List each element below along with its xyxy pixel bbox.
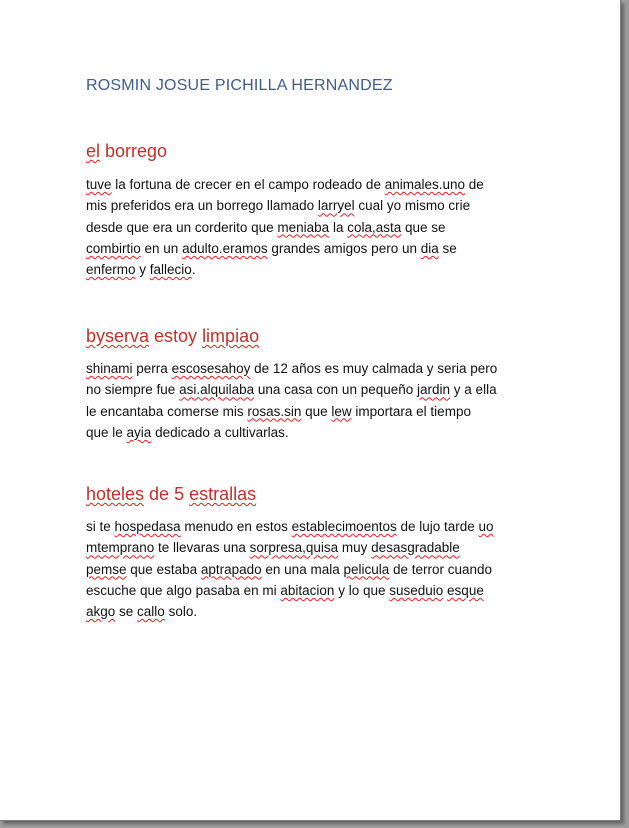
misspelled-word[interactable]: byserva: [86, 326, 150, 346]
text-run: le encantaba comerse mis: [86, 403, 248, 419]
paragraph-line: [86, 422, 546, 443]
text-run: y: [135, 262, 150, 278]
misspelled-word[interactable]: el: [86, 141, 101, 161]
text-run: importara el tiempo: [351, 403, 471, 419]
text-run: no siempre fue: [86, 382, 180, 398]
misspelled-word[interactable]: jardin: [417, 382, 451, 398]
misspelled-word[interactable]: asi.alquilaba: [179, 382, 255, 398]
section-heading: [86, 326, 259, 347]
document-title: ROSMIN JOSUE PICHILLA HERNANDEZ: [86, 77, 393, 94]
misspelled-word[interactable]: meniaba: [277, 219, 330, 235]
misspelled-word[interactable]: limpiao: [202, 326, 260, 346]
text-run: borrego: [100, 141, 168, 161]
misspelled-word[interactable]: animales.uno: [384, 177, 466, 192]
misspelled-word[interactable]: uo: [478, 519, 494, 534]
text-run: estoy: [149, 326, 203, 346]
misspelled-word[interactable]: cola,asta: [347, 219, 402, 235]
paragraph-line: [86, 601, 546, 622]
misspelled-word[interactable]: pelicula: [343, 561, 390, 577]
paragraph-line: [86, 195, 546, 216]
text-run: muy: [338, 540, 372, 556]
text-run: se: [115, 604, 138, 620]
misspelled-word[interactable]: lew: [331, 403, 352, 419]
text-run: en una mala: [261, 561, 344, 577]
misspelled-word[interactable]: akgo: [86, 604, 116, 620]
misspelled-word[interactable]: tuve: [86, 177, 112, 192]
text-run: de: [465, 177, 484, 192]
misspelled-word[interactable]: hoteles: [86, 484, 145, 504]
misspelled-word[interactable]: sorpresa,quisa: [249, 540, 339, 556]
misspelled-word[interactable]: suseduio: [389, 582, 444, 598]
misspelled-word[interactable]: abitacion: [280, 582, 335, 598]
text-run: de 12 años es muy calmada y seria pero: [250, 361, 498, 376]
misspelled-word[interactable]: estrallas: [189, 484, 257, 504]
misspelled-word[interactable]: esque: [447, 582, 484, 598]
text-run: la fortuna de crecer en el campo rodeado de: [111, 177, 385, 192]
text-run: de lujo tarde: [396, 519, 479, 534]
text-run: perra: [132, 361, 172, 376]
text-run: una casa con un pequeño: [254, 382, 418, 398]
text-run: cual yo mismo crie: [354, 198, 471, 214]
misspelled-word[interactable]: dia: [420, 240, 439, 256]
text-run: la: [329, 219, 348, 235]
paragraph-line: [86, 379, 546, 400]
paragraph-line: [86, 259, 546, 280]
misspelled-word[interactable]: ayia: [126, 424, 152, 440]
paragraph-line: [86, 580, 546, 601]
text-run: si te: [86, 519, 115, 534]
section-paragraph: [86, 516, 546, 622]
section-paragraph: [86, 174, 546, 280]
misspelled-word[interactable]: establecimoentos: [291, 519, 397, 534]
misspelled-word[interactable]: larryel: [317, 198, 355, 214]
text-run: mis preferidos era un borrego llamado: [86, 198, 318, 214]
text-run: se: [438, 240, 457, 256]
text-run: te llevaras una: [154, 540, 250, 556]
text-run: que se: [401, 219, 446, 235]
misspelled-word[interactable]: shinami: [86, 361, 133, 376]
section-heading: [86, 484, 256, 505]
text-run: dedicado a cultivarlas.: [151, 424, 289, 440]
text-run: que: [301, 403, 332, 419]
misspelled-word[interactable]: pemse: [86, 561, 127, 577]
misspelled-word[interactable]: mtemprano: [86, 540, 155, 556]
text-run: que le: [86, 424, 127, 440]
misspelled-word[interactable]: aptrapado: [200, 561, 262, 577]
section-heading: [86, 141, 167, 162]
paragraph-line: [86, 238, 546, 259]
text-run: y lo que: [334, 582, 390, 598]
paragraph-line: [86, 559, 546, 580]
text-run: de terror cuando: [389, 561, 493, 577]
section-paragraph: [86, 358, 546, 443]
misspelled-word[interactable]: combirtio: [86, 240, 141, 256]
paragraph-line: [86, 358, 546, 379]
text-run: y a ella: [450, 382, 497, 398]
text-run: menudo en estos: [180, 519, 292, 534]
text-run: solo.: [164, 604, 198, 620]
paragraph-line: [86, 401, 546, 422]
misspelled-word[interactable]: callo: [137, 604, 165, 620]
text-run: .: [191, 262, 196, 278]
paragraph-line: [86, 174, 546, 195]
text-run: en un: [140, 240, 183, 256]
text-run: desde que era un corderito que: [86, 219, 278, 235]
misspelled-word[interactable]: escosesahoy: [171, 361, 251, 376]
misspelled-word[interactable]: adulto.eramos: [182, 240, 268, 256]
misspelled-word[interactable]: rosas.sin: [247, 403, 302, 419]
paragraph-line: [86, 217, 546, 238]
misspelled-word[interactable]: hospedasa: [114, 519, 181, 534]
text-run: grandes amigos pero un: [267, 240, 421, 256]
paragraph-line: [86, 516, 546, 537]
misspelled-word[interactable]: fallecio: [149, 262, 192, 278]
text-run: de 5: [144, 484, 190, 504]
misspelled-word[interactable]: enfermo: [86, 262, 136, 278]
text-run: que estaba: [126, 561, 201, 577]
misspelled-word[interactable]: desasgradable: [371, 540, 460, 556]
paragraph-line: [86, 537, 546, 558]
text-run: escuche que algo pasaba en mi: [86, 582, 281, 598]
